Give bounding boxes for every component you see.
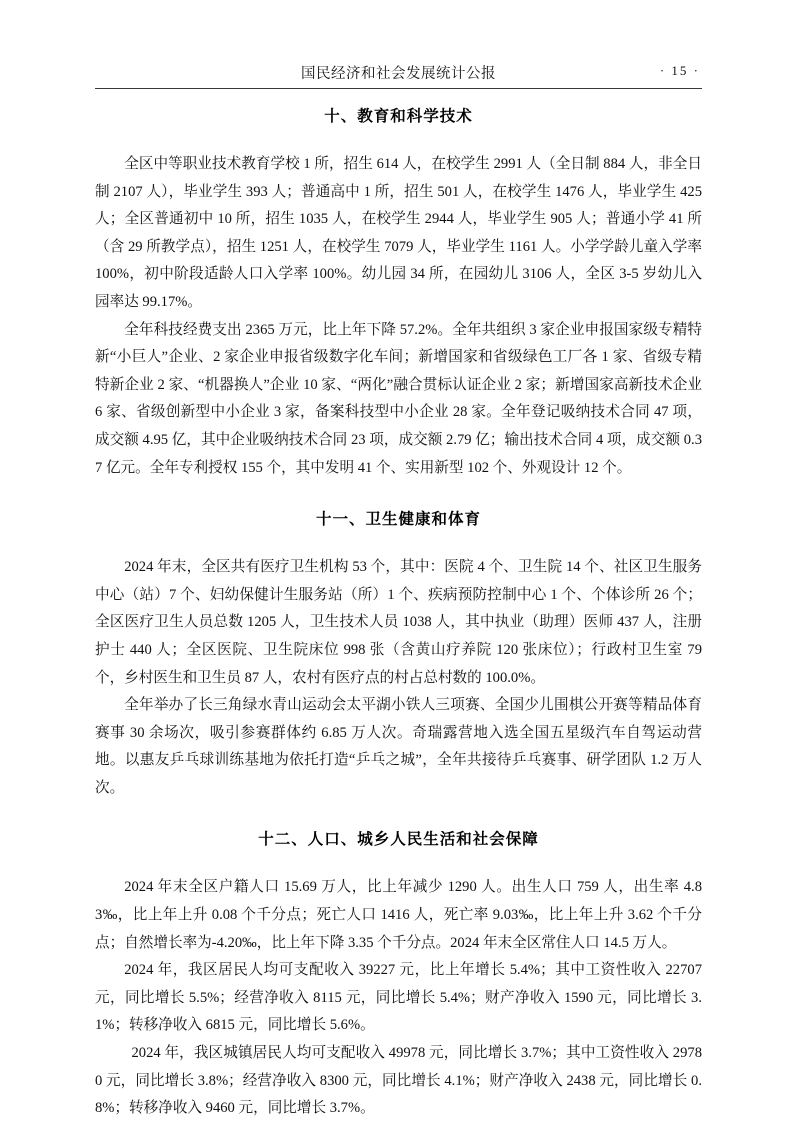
section-education-science — [95, 104, 702, 482]
paragraph-science-technology: 全年科技经费支出 2365 万元，比上年下降 57.2%。全年共组织 3 家企业申报国家级专精特新“小巨人”企业、2 家企业申报省级数字化车间；新增国家和省级绿色工厂各 1 家、省级专精特新企业 2 家、“机器换人”企业 10 家、“两化”融合贯标认证企业 2 家；新增国家高新技术企业 6 家、省级创新型中小企业 3 家，备案科技型中小企业 28 家。全年登记吸纳技术合同 47 项，成交额 4.95 亿，其中企业吸纳技术合同 23 项，成交额 2.79 亿；输出技术合同 4 项，成交额 0.37 亿元。全年专利授权 155 个，其中发明 41 个、实用新型 102 个、外观设计 12 个。 — [95, 321, 702, 476]
paragraph-population: 2024 年末全区户籍人口 15.69 万人，比上年减少 1290 人。出生人口 759 人，出生率 4.83‰，比上年上升 0.08 个千分点；死亡人口 1416 人，死亡率 9.03‰，比上年上升 3.62 个千分点；自然增长率为-4.20‰，比上年下降 3.35 个千分点。2024 年末全区常住人口 14.5 万人。 — [95, 879, 702, 951]
page-header — [95, 62, 702, 84]
running-header-title: 国民经济和社会发展统计公报 — [301, 66, 496, 82]
section-population-livelihood — [95, 827, 702, 1122]
header-rule — [95, 88, 702, 89]
paragraph-education-schools: 全区中等职业技术教育学校 1 所，招生 614 人，在校学生 2991 人（全日制 884 人，非全日制 2107 人），毕业学生 393 人；普通高中 1 所，招生 501 人，在校学生 1476 人，毕业学生 425 人；全区普通初中 10 所，招生 1035 人，在校学生 2944 人，毕业学生 905 人；普通小学 41 所（含 29 所教学点），招生 1251 人，在校学生 7079 人，毕业学生 1161 人。小学学龄儿童入学率 100%，初中阶段适龄人口入学率 100%。幼儿园 34 所，在园幼儿 3106 人，全区 3-5 岁幼儿入园率达 99.17%。 — [95, 156, 702, 310]
section-heading-education: 十、教育和科学技术 — [324, 108, 473, 125]
paragraph-medical-institutions: 2024 年末，全区共有医疗卫生机构 53 个，其中：医院 4 个、卫生院 14 个、社区卫生服务中心（站）7 个、妇幼保健计生服务站（所）1 个、疾病预防控制中心 1 个、个体诊所 26 个；全区医疗卫生人员总数 1205 人，卫生技术人员 1038 人，其中执业（助理）医师 437 人，注册护士 440 人；全区医院、卫生院床位 998 张（含黄山疗养院 120 张床位）；行政村卫生室 79 个，乡村医生和卫生员 87 人，农村有医疗点的村占总村数的 100.0%。 — [95, 559, 702, 686]
paragraph-urban-income: 2024 年，我区城镇居民人均可支配收入 49978 元，同比增长 3.7%；其中工资性收入 29780 元，同比增长 3.8%；经营净收入 8300 元，同比增长 4.1%；财产净收入 2438 元，同比增长 0.8%；转移净收入 9460 元，同比增长 3.7%。 — [95, 1045, 702, 1117]
section-health-sports — [95, 507, 702, 802]
page-number: · 15 · — [659, 63, 700, 78]
section-heading-population: 十二、人口、城乡人民生活和社会保障 — [258, 831, 539, 849]
paragraph-sports-events: 全年举办了长三角绿水青山运动会太平湖小铁人三项赛、全国少儿围棋公开赛等精品体育赛事 30 余场次，吸引参赛群体约 6.85 万人次。奇瑞露营地入选全国五星级汽车自驾运动营地。以惠友乒乓球训练基地为依托打造“乒乓之城”，全年共接待乒乓赛事、研学团队 1.2 万人次。 — [95, 697, 702, 796]
section-heading-health: 十一、卫生健康和体育 — [315, 511, 481, 529]
paragraph-resident-income: 2024 年，我区居民人均可支配收入 39227 元，比上年增长 5.4%；其中工资性收入 22707 元，同比增长 5.5%；经营净收入 8115 元，同比增长 5.4%；财产净收入 1590 元，同比增长 3.1%；转移净收入 6815 元，同比增长 5.6%。 — [95, 962, 702, 1034]
